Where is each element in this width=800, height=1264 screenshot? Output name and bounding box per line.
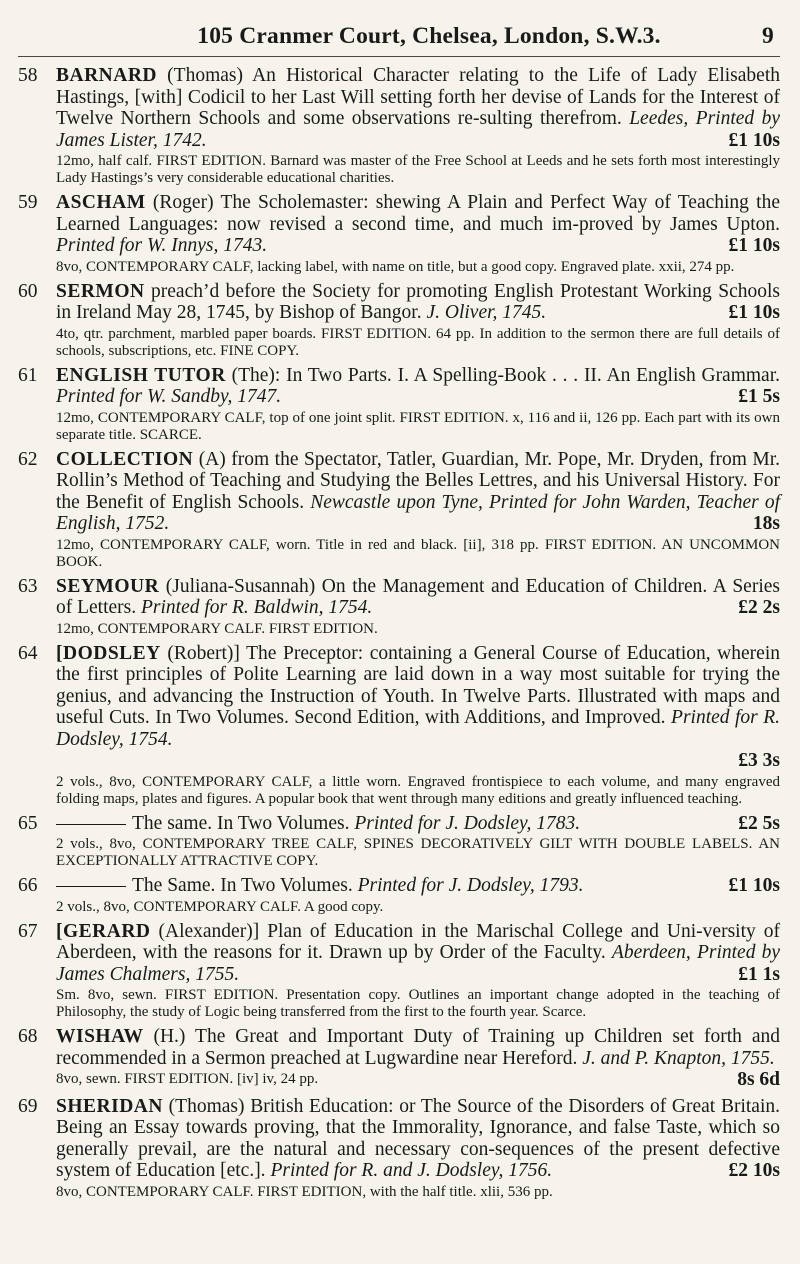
entry-title: (Juliana-Susannah) On the Management and Education of Children. A Series of Letters. bbox=[56, 575, 780, 618]
entry-title: The same. In Two Volumes. bbox=[132, 812, 350, 834]
page-header bbox=[18, 22, 780, 56]
entry-description: 12mo, half calf. FIRST EDITION. Barnard was master of the Free School at Leeds and he sets forth most interestingly Lady Hastings’s very considerable educational charities. bbox=[56, 153, 780, 186]
entry-imprint: Printed for J. Dodsley, 1793. bbox=[357, 875, 584, 896]
entry-description: 2 vols., 8vo, CONTEMPORARY CALF. A good copy. bbox=[56, 898, 384, 915]
entries-list bbox=[18, 65, 780, 1201]
entry-body bbox=[56, 1026, 780, 1091]
entry-author: BARNARD bbox=[56, 65, 157, 86]
header-rule bbox=[18, 56, 780, 57]
entry-price: £1 10s bbox=[728, 235, 780, 256]
ditto-dash bbox=[56, 824, 126, 825]
entry-title-block bbox=[56, 281, 780, 324]
entry-price: £1 5s bbox=[738, 386, 780, 407]
entry-author: SEYMOUR bbox=[56, 575, 160, 597]
entry-imprint: Newcastle upon Tyne, Printed for John Warden, Teacher of English, 1752. bbox=[56, 491, 780, 534]
entry-description: 8vo, CONTEMPORARY CALF, lacking label, with name on title, but a good copy. Engraved plate. xxii, 274 pp. bbox=[56, 258, 735, 275]
entry-author: ENGLISH TUTOR bbox=[56, 364, 226, 386]
entry-author: WISHAW bbox=[56, 1026, 144, 1047]
entry-imprint: J. and P. Knapton, 1755. bbox=[582, 1047, 775, 1069]
entry-imprint: J. Oliver, 1745. bbox=[426, 302, 547, 323]
entry-price: £2 10s bbox=[728, 1160, 780, 1181]
catalogue-entry bbox=[18, 281, 780, 360]
entry-number: 67 bbox=[18, 920, 38, 942]
entry-price: £1 10s bbox=[728, 302, 780, 323]
entry-body bbox=[56, 65, 780, 187]
entry-title: (Alexander)] Plan of Education in the Marischal College and Uni-versity of Aberdeen, with the reasons for it. Drawn up by Order of the Faculty. bbox=[56, 920, 780, 963]
entry-title-block bbox=[56, 576, 780, 619]
entry-title: The Same. In Two Volumes. bbox=[132, 875, 353, 896]
entry-title: (Thomas) An Historical Character relating to the Life of Lady Elisabeth Hastings, [with] Codicil to her Last Will setting forth her devise of Lands for the Interest of Twelve Northern Schools and some observations re-sulting therefrom. bbox=[56, 65, 780, 129]
entry-description: 2 vols., 8vo, CONTEMPORARY TREE CALF, SPINES DECORATIVELY GILT WITH DOUBLE LABELS. AN EXCEPTIONALLY ATTRACTIVE COPY. bbox=[56, 836, 780, 869]
entry-title-block bbox=[56, 875, 780, 897]
entry-price: £3 3s bbox=[738, 750, 780, 771]
entry-body bbox=[56, 449, 780, 571]
entry-description: 12mo, CONTEMPORARY CALF. FIRST EDITION. bbox=[56, 620, 378, 637]
entry-description: 8vo, sewn. FIRST EDITION. [iv] iv, 24 pp. bbox=[56, 1071, 319, 1087]
entry-body bbox=[56, 281, 780, 360]
entry-body bbox=[56, 365, 780, 444]
entry-title-block bbox=[56, 192, 780, 257]
entry-price: 18s bbox=[752, 513, 780, 534]
entry-author: ASCHAM bbox=[56, 192, 146, 213]
entry-imprint: Printed for W. Sandby, 1747. bbox=[56, 386, 282, 407]
entry-description: Sm. 8vo, sewn. FIRST EDITION. Presentation copy. Outlines an important change adopted in the teaching of Philosophy, the study of Logic being transferred from the first to the fourth year. Scarce. bbox=[56, 987, 780, 1020]
entry-title-block bbox=[56, 643, 780, 751]
catalogue-entry bbox=[18, 921, 780, 1022]
entry-body bbox=[56, 1096, 780, 1201]
entry-imprint: Printed for R. Dodsley, 1754. bbox=[56, 707, 780, 750]
catalogue-entry bbox=[18, 875, 780, 916]
entry-body bbox=[56, 875, 780, 916]
entry-body bbox=[56, 576, 780, 638]
entry-price: £2 5s bbox=[738, 812, 780, 834]
entry-description: 4to, qtr. parchment, marbled paper boards. FIRST EDITION. 64 pp. In addition to the sermon there are full details of schools, subscriptions, etc. FINE COPY. bbox=[56, 325, 780, 359]
page-number: 9 bbox=[762, 23, 774, 49]
entry-title-block bbox=[56, 813, 780, 835]
entry-description: 8vo, CONTEMPORARY CALF. FIRST EDITION, with the half title. xlii, 536 pp. bbox=[56, 1183, 553, 1200]
header-title: 105 Cranmer Court, Chelsea, London, S.W.3. bbox=[197, 23, 661, 49]
entry-author: [GERARD bbox=[56, 920, 151, 942]
entry-author: SHERIDAN bbox=[56, 1095, 163, 1117]
catalogue-entry bbox=[18, 365, 780, 444]
entry-title: (Robert)] The Preceptor: containing a General Course of Education, wherein the first principles of Polite Learning are laid down in a way most suitable for trying the genius, and advancing the Instruction of Youth. In Twelve Parts. Illustrated with maps and useful Cuts. In Two Volumes. Second Edition, with Additions, and Improved. bbox=[56, 642, 780, 728]
entry-price: £1 10s bbox=[728, 875, 780, 896]
entry-author: [DODSLEY bbox=[56, 642, 161, 664]
entry-number: 62 bbox=[18, 448, 38, 470]
entry-title: (The): In Two Parts. I. A Spelling-Book . . . II. An English Grammar. bbox=[225, 364, 780, 386]
entry-price: 8s 6d bbox=[737, 1069, 780, 1090]
catalogue-entry bbox=[18, 813, 780, 871]
catalogue-entry bbox=[18, 1026, 780, 1091]
entry-title-block bbox=[56, 449, 780, 535]
catalogue-entry bbox=[18, 449, 780, 571]
entry-number: 69 bbox=[18, 1095, 38, 1117]
entry-author: COLLECTION bbox=[56, 448, 194, 470]
entry-imprint: Printed for W. Innys, 1743. bbox=[56, 235, 268, 256]
entry-number: 58 bbox=[18, 65, 38, 86]
entry-number: 65 bbox=[18, 812, 38, 834]
entry-price: £2 2s bbox=[738, 597, 780, 618]
entry-title: (Roger) The Scholemaster: shewing A Plain and Perfect Way of Teaching the Learned Languages: now revised a second time, and much im-proved by James Upton. bbox=[56, 192, 780, 235]
entry-number: 60 bbox=[18, 280, 38, 302]
entry-imprint: Printed for J. Dodsley, 1783. bbox=[354, 812, 581, 834]
entry-title-block bbox=[56, 365, 780, 408]
entry-description: 12mo, CONTEMPORARY CALF, top of one joint split. FIRST EDITION. x, 116 and ii, 126 pp. Each part with its own separate title. SCARCE. bbox=[56, 409, 780, 443]
entry-imprint: Leedes, Printed by James Lister, 1742. bbox=[56, 108, 780, 151]
entry-body bbox=[56, 192, 780, 276]
entry-body bbox=[56, 921, 780, 1022]
catalogue-entry bbox=[18, 576, 780, 638]
catalogue-entry bbox=[18, 643, 780, 808]
entry-number: 59 bbox=[18, 192, 38, 213]
entry-title-block bbox=[56, 921, 780, 986]
entry-author: SERMON bbox=[56, 280, 145, 302]
entry-number: 68 bbox=[18, 1026, 38, 1047]
entry-title: (Thomas) British Education: or The Source of the Disorders of Great Britain. Being an Essay towards proving, that the Immorality, Ignorance, and false Taste, which so generally prevail, are the natural and necessary con-sequences of the present defective system of Education [etc.]. bbox=[56, 1095, 780, 1181]
entry-description: 2 vols., 8vo, CONTEMPORARY CALF, a little worn. Engraved frontispiece to each volume, and many engraved folding maps, plates and figures. A popular book that went through many editions and greatly influenced teaching. bbox=[56, 773, 780, 807]
entry-imprint: Printed for R. Baldwin, 1754. bbox=[141, 597, 373, 618]
catalogue-entry bbox=[18, 1096, 780, 1201]
entry-number: 61 bbox=[18, 364, 38, 386]
entry-body bbox=[56, 813, 780, 871]
entry-price: £1 10s bbox=[728, 129, 780, 151]
entry-description: 12mo, CONTEMPORARY CALF, worn. Title in red and black. [ii], 318 pp. FIRST EDITION. AN UNCOMMON BOOK. bbox=[56, 536, 780, 570]
entry-title-block bbox=[56, 65, 780, 151]
entry-body bbox=[56, 643, 780, 808]
ditto-dash bbox=[56, 886, 126, 887]
entry-title: (H.) The Great and Important Duty of Training up Children set forth and recommended in a Sermon preached at Lugwardine near Hereford. bbox=[56, 1026, 780, 1069]
entry-title-block bbox=[56, 1096, 780, 1182]
catalogue-entry bbox=[18, 65, 780, 187]
entry-price: £1 1s bbox=[738, 963, 780, 985]
entry-imprint: Printed for R. and J. Dodsley, 1756. bbox=[270, 1160, 553, 1181]
catalogue-entry bbox=[18, 192, 780, 276]
entry-number: 66 bbox=[18, 875, 38, 896]
entry-title: (A) from the Spectator, Tatler, Guardian, Mr. Pope, Mr. Dryden, from Mr. Rollin’s Method of Teaching and Studying the Belles Lettres, and his Universal History. For the Benefit of English Schools. bbox=[56, 448, 780, 513]
entry-number: 63 bbox=[18, 575, 38, 597]
entry-imprint: Aberdeen, Printed by James Chalmers, 1755. bbox=[56, 942, 781, 985]
entry-number: 64 bbox=[18, 642, 38, 664]
entry-title: preach’d before the Society for promoting English Protestant Working Schools in Ireland May 28, 1745, by Bishop of Bangor. bbox=[56, 280, 780, 323]
